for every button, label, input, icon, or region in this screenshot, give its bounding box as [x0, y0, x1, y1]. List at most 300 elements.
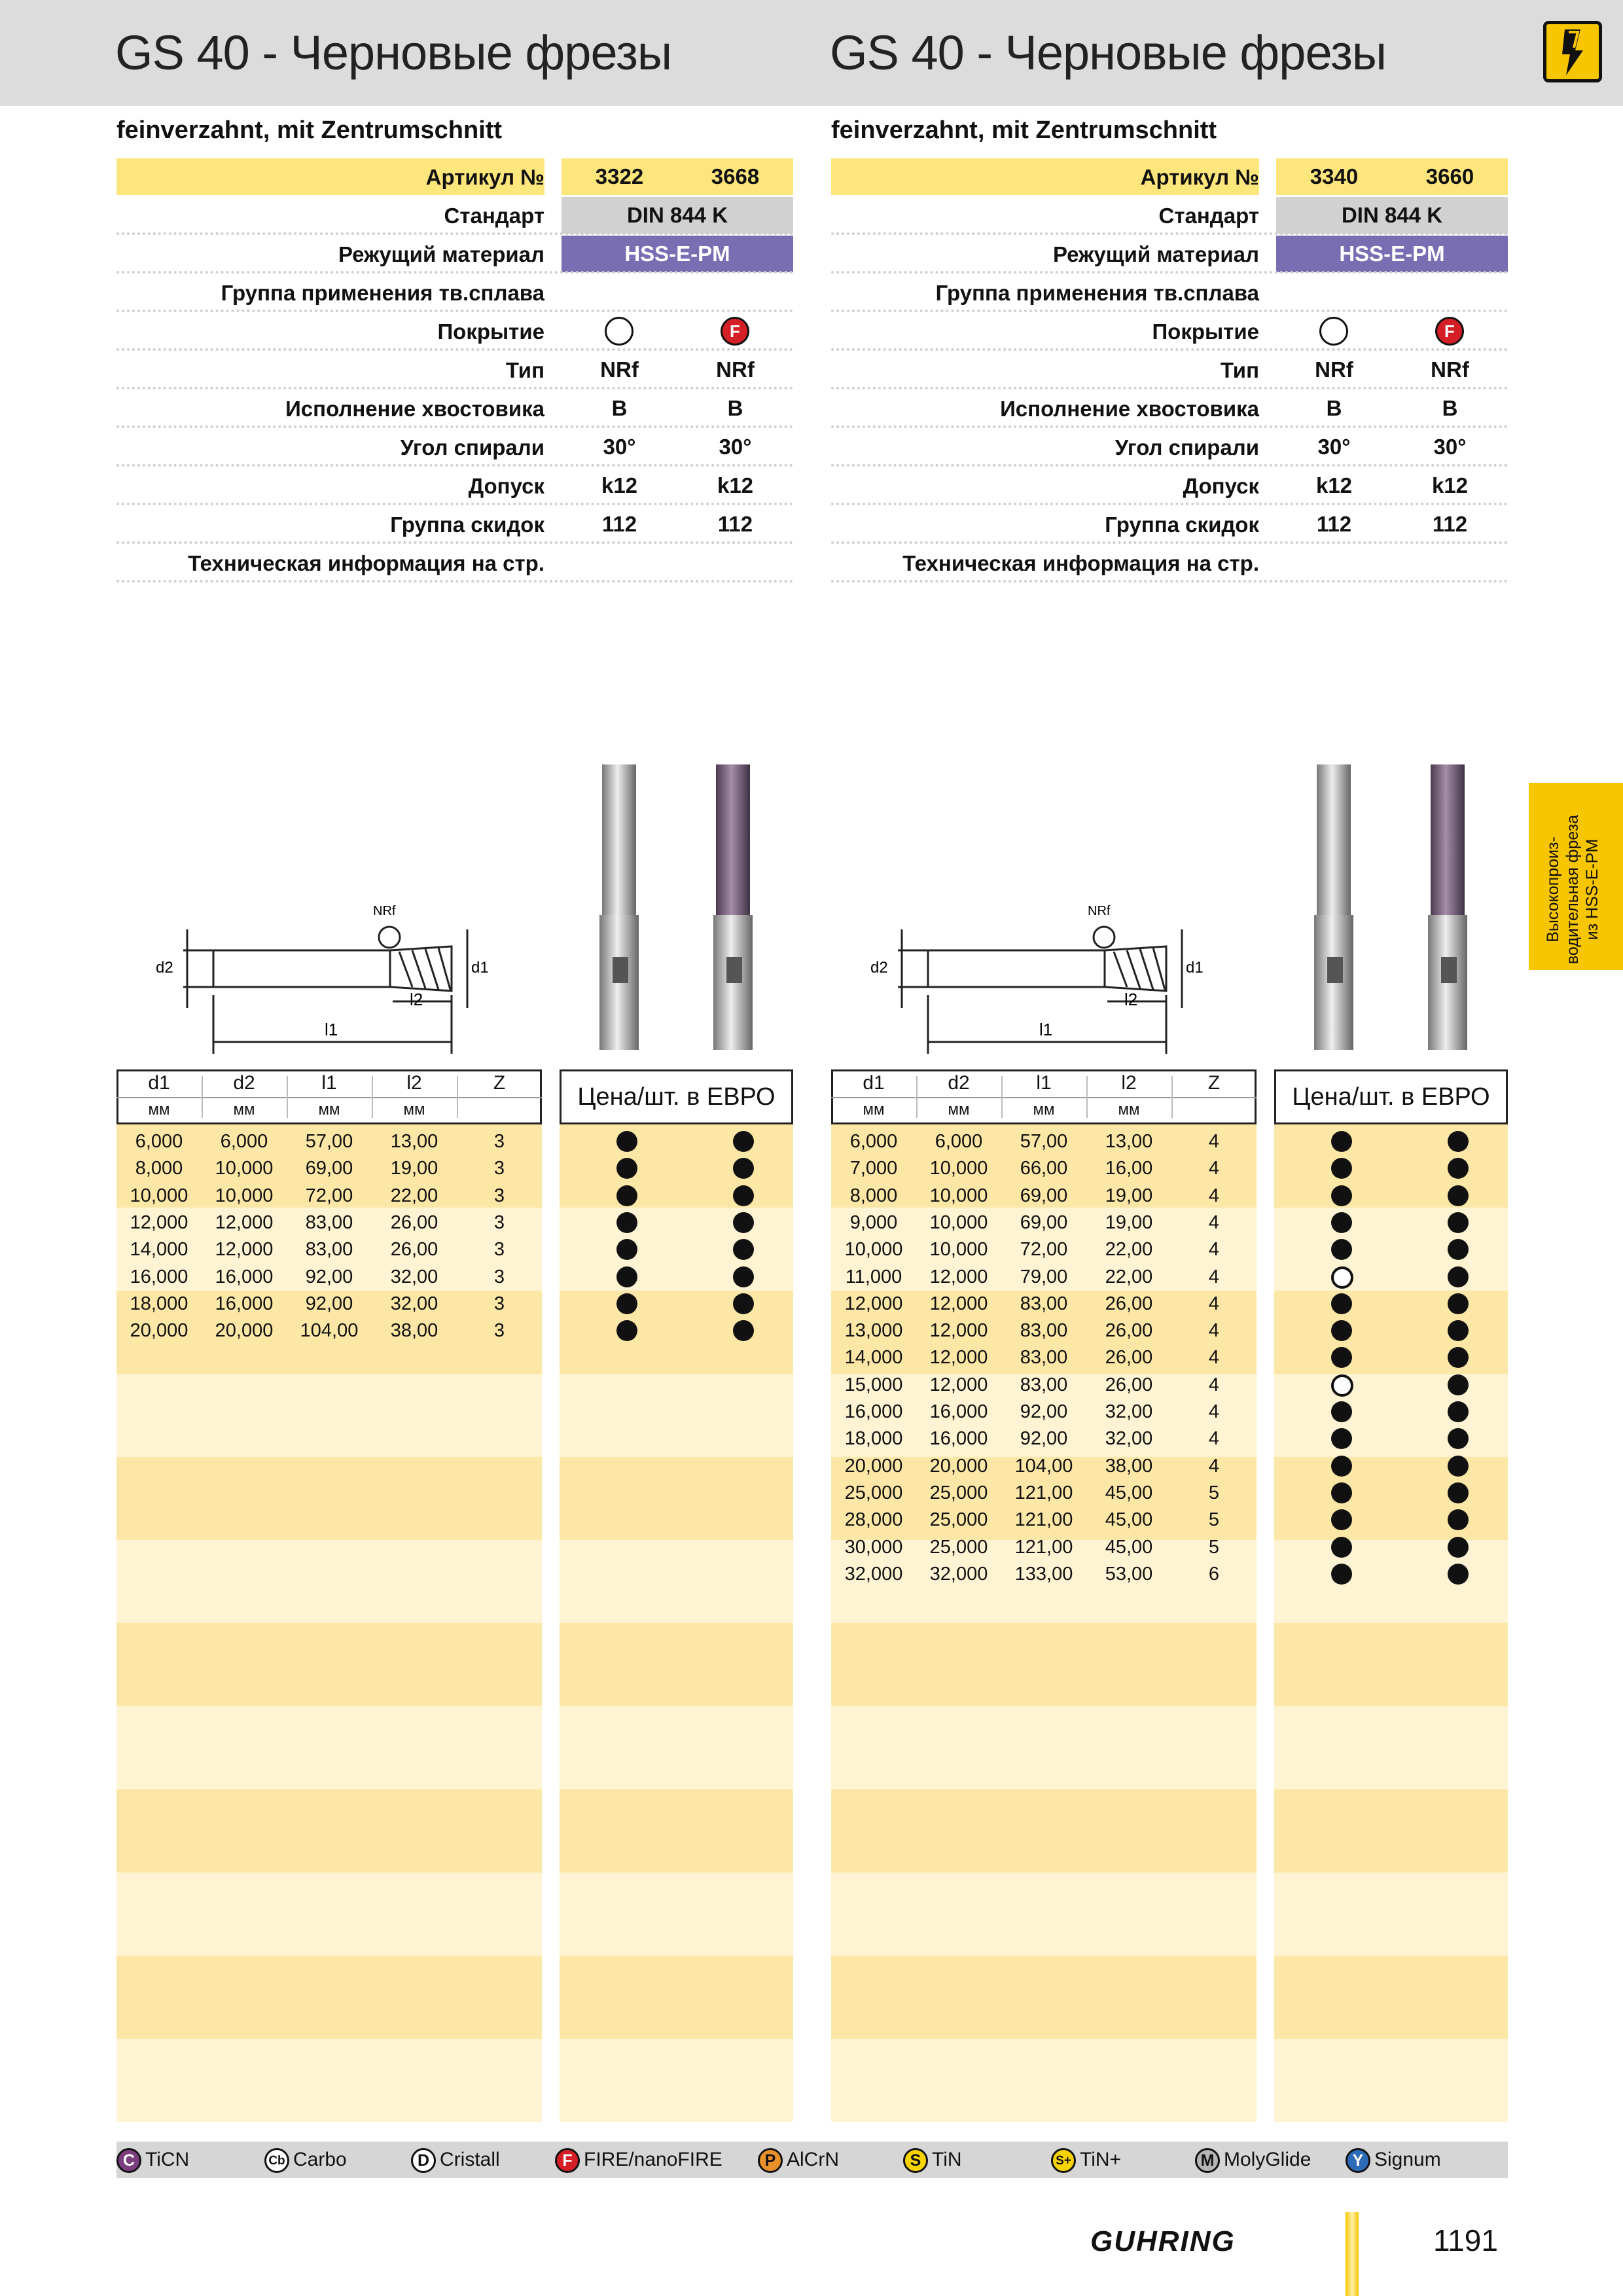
type-1: NRf [1315, 357, 1353, 382]
table-stripe [831, 1706, 1257, 1789]
cell-d2: 12,000 [929, 1293, 988, 1314]
price-stripe [1274, 1706, 1508, 1789]
column-header-d1: d1 [148, 1072, 170, 1094]
coating-cb-icon: Cb [264, 2148, 289, 2173]
column-header-l2: l2 [1121, 1072, 1137, 1094]
table-stripe [831, 1873, 1257, 1956]
label-carbide-group: Группа применения тв.сплава [221, 281, 544, 305]
cell-Z: 3 [493, 1320, 505, 1342]
table-row [831, 1291, 1257, 1318]
availability-full-icon [616, 1239, 637, 1260]
price-header: Цена/шт. в ЕВРО [560, 1069, 793, 1124]
shank-1: B [611, 396, 628, 420]
table-stripe [116, 1623, 542, 1706]
cell-Z: 3 [493, 1239, 505, 1261]
cell-d2: 10,000 [929, 1185, 988, 1206]
availability-full-icon [733, 1293, 754, 1314]
legend-item-tin [1051, 2145, 1121, 2174]
cell-d2: 12,000 [929, 1320, 988, 1342]
cell-Z: 4 [1208, 1320, 1220, 1342]
cell-d1: 10,000 [844, 1239, 903, 1261]
dim-d1-label: d1 [1186, 959, 1204, 977]
cell-d1: 18,000 [844, 1428, 903, 1450]
cell-d2: 16,000 [215, 1293, 274, 1314]
cell-Z: 4 [1208, 1266, 1220, 1287]
dim-l1-label: l1 [325, 1020, 338, 1039]
price-stripe [1274, 1457, 1508, 1540]
cell-d2: 10,000 [929, 1211, 988, 1233]
table-row [831, 1534, 1257, 1561]
availability-full-icon [1331, 1456, 1352, 1477]
cell-l1: 83,00 [1020, 1374, 1068, 1395]
cell-Z: 3 [493, 1158, 505, 1179]
column-divider [1171, 1076, 1173, 1118]
discount-1: 112 [1316, 512, 1352, 536]
column-unit: мм [1033, 1101, 1055, 1119]
cell-Z: 3 [493, 1211, 505, 1233]
availability-full-icon [733, 1131, 754, 1152]
column-unit: мм [948, 1101, 970, 1119]
cell-Z: 4 [1208, 1455, 1220, 1477]
cell-Z: 4 [1208, 1401, 1220, 1422]
column-unit: мм [403, 1101, 425, 1119]
availability-full-icon [733, 1212, 754, 1233]
availability-open-icon [1331, 1374, 1353, 1397]
cell-l2: 16,00 [1105, 1158, 1153, 1179]
price-header: Цена/шт. в ЕВРО [1274, 1069, 1508, 1124]
cell-Z: 5 [1208, 1482, 1220, 1503]
price-stripe [1274, 1956, 1508, 2039]
table-row [116, 1128, 542, 1155]
price-stripe [1274, 1291, 1508, 1374]
label-standard: Стандарт [1158, 204, 1259, 228]
price-stripe [560, 1457, 793, 1540]
cell-l2: 22,00 [1105, 1266, 1153, 1287]
column-header-Z: Z [493, 1072, 506, 1094]
footer-accent-bar [1346, 2212, 1359, 2296]
dim-d1-label: d1 [471, 959, 489, 977]
cell-d2: 10,000 [929, 1239, 988, 1261]
price-stripe [560, 1124, 793, 1208]
cell-l1: 83,00 [1020, 1320, 1068, 1342]
coating-splus-icon: S+ [1051, 2148, 1076, 2173]
cell-l2: 22,00 [1105, 1239, 1153, 1261]
label-discount: Группа скидок [390, 512, 544, 537]
cell-l1: 121,00 [1014, 1482, 1073, 1503]
cell-Z: 4 [1208, 1347, 1220, 1369]
cell-d2: 10,000 [215, 1158, 274, 1179]
cell-d2: 25,000 [929, 1509, 988, 1531]
availability-full-icon [1331, 1401, 1352, 1422]
legend-item-molyglide [1195, 2145, 1311, 2174]
legend-label: Signum [1374, 2149, 1441, 2170]
drill-logo-icon [1543, 21, 1602, 82]
price-stripe [560, 1291, 793, 1374]
table-row [116, 1291, 542, 1318]
availability-full-icon [1331, 1320, 1352, 1341]
helix-1: 30° [603, 435, 636, 459]
article-1: 3322 [595, 164, 644, 188]
cell-d2: 10,000 [929, 1158, 988, 1179]
cell-Z: 6 [1208, 1563, 1220, 1585]
table-row [831, 1155, 1257, 1182]
cell-d1: 11,000 [845, 1266, 902, 1287]
column-header-Z: Z [1207, 1072, 1221, 1094]
header-separator [831, 1097, 1257, 1098]
cell-d1: 14,000 [130, 1239, 188, 1261]
coating-s-icon: S [903, 2148, 928, 2173]
table-stripe [831, 1956, 1257, 2039]
legend-item-firenanofire [555, 2145, 722, 2174]
availability-full-icon [1331, 1564, 1352, 1585]
column-header-d1: d1 [863, 1072, 885, 1094]
column-divider [457, 1076, 458, 1118]
cell-l1: 92,00 [305, 1266, 353, 1287]
coating-fire-icon: F [721, 317, 749, 346]
label-helix: Угол спирали [400, 435, 544, 459]
cell-Z: 4 [1208, 1158, 1220, 1179]
cell-d1: 12,000 [130, 1211, 188, 1233]
cell-l1: 104,00 [1014, 1455, 1073, 1477]
cell-d2: 25,000 [929, 1536, 988, 1558]
cell-d1: 15,000 [844, 1374, 903, 1395]
cell-l1: 92,00 [1020, 1401, 1068, 1422]
cell-d1: 25,000 [844, 1482, 903, 1503]
table-stripe [831, 1789, 1257, 1873]
table-row [831, 1426, 1257, 1452]
legend-item-tin [903, 2145, 962, 2174]
price-stripe [560, 1540, 793, 1623]
cell-Z: 3 [493, 1185, 505, 1206]
dim-l1-label: l1 [1039, 1020, 1053, 1039]
column-header-l1: l1 [1036, 1072, 1052, 1094]
table-stripe [116, 1873, 542, 1956]
availability-full-icon [1331, 1482, 1352, 1503]
availability-full-icon [1448, 1266, 1469, 1287]
availability-full-icon [1448, 1185, 1469, 1206]
cell-d1: 13,000 [844, 1320, 903, 1342]
cell-d2: 32,000 [929, 1563, 988, 1585]
label-carbide-group: Группа применения тв.сплава [935, 281, 1259, 305]
availability-full-icon [1448, 1482, 1469, 1503]
cell-l2: 53,00 [1105, 1563, 1153, 1585]
availability-full-icon [1331, 1212, 1352, 1233]
cell-Z: 4 [1208, 1428, 1220, 1450]
price-stripe [560, 1706, 793, 1789]
article-2: 3660 [1425, 164, 1474, 188]
legend-label: Cristall [440, 2149, 500, 2170]
cell-Z: 4 [1208, 1239, 1220, 1261]
page-title-left: GS 40 - Черновые фрезы [115, 26, 672, 80]
cell-l2: 32,00 [390, 1293, 438, 1314]
type-2: NRf [716, 357, 755, 382]
availability-full-icon [1448, 1131, 1469, 1152]
table-row [831, 1344, 1257, 1371]
availability-full-icon [1448, 1320, 1469, 1341]
cell-l1: 69,00 [305, 1158, 353, 1179]
side-tab-line2: водительная фреза [1563, 814, 1582, 965]
cell-l1: 57,00 [1020, 1131, 1068, 1152]
coating-y-icon: Y [1346, 2148, 1370, 2173]
cell-d2: 16,000 [929, 1428, 988, 1450]
column-header-l1: l1 [321, 1072, 337, 1094]
cell-l2: 22,00 [390, 1185, 438, 1206]
cell-l1: 92,00 [1020, 1428, 1068, 1450]
availability-full-icon [1448, 1239, 1469, 1260]
helix-2: 30° [719, 435, 752, 459]
table-row [831, 1210, 1257, 1236]
shank-1: B [1326, 396, 1342, 420]
label-shank: Исполнение хвостовика [1000, 397, 1259, 421]
header-separator [116, 1097, 542, 1098]
cell-d1: 6,000 [849, 1131, 898, 1152]
column-unit: мм [233, 1101, 255, 1119]
cell-d1: 32,000 [844, 1563, 903, 1585]
price-stripe [1274, 1623, 1508, 1706]
cell-d1: 9,000 [849, 1211, 898, 1233]
table-row [831, 1236, 1257, 1263]
label-tolerance: Допуск [468, 474, 544, 498]
cell-l2: 26,00 [1105, 1374, 1153, 1395]
cell-Z: 4 [1208, 1185, 1220, 1206]
cell-l1: 104,00 [300, 1320, 359, 1342]
legend-item-carbo [264, 2145, 347, 2174]
subtitle-left: feinverzahnt, mit Zentrumschnitt [116, 117, 503, 144]
cell-d1: 8,000 [135, 1158, 183, 1179]
availability-full-icon [616, 1293, 637, 1314]
label-shank: Исполнение хвостовика [285, 397, 544, 421]
tool-dimension-drawing-left [151, 897, 489, 1054]
price-stripe [1274, 1789, 1508, 1873]
cell-l2: 26,00 [390, 1239, 438, 1261]
price-stripe [560, 1789, 793, 1873]
cell-Z: 5 [1208, 1536, 1220, 1558]
cell-l2: 19,00 [1105, 1185, 1153, 1206]
table-stripe [116, 1457, 542, 1540]
availability-full-icon [1331, 1509, 1352, 1530]
article-2: 3668 [711, 164, 760, 188]
tolerance-2: k12 [1431, 473, 1469, 497]
price-stripe [1274, 1124, 1508, 1208]
column-unit: мм [863, 1101, 885, 1119]
material-value: HSS-E-PM [624, 242, 730, 266]
dim-nrf-label: NRf [1088, 904, 1111, 918]
cell-l2: 26,00 [1105, 1347, 1153, 1369]
cell-d2: 12,000 [215, 1239, 274, 1261]
dim-d2-label: d2 [870, 959, 888, 977]
material-value: HSS-E-PM [1339, 242, 1445, 266]
cell-d1: 30,000 [844, 1536, 903, 1558]
cell-d1: 16,000 [844, 1401, 903, 1422]
price-stripe [1274, 1374, 1508, 1457]
table-row [116, 1183, 542, 1210]
cell-d2: 12,000 [929, 1374, 988, 1395]
cell-l1: 92,00 [305, 1293, 353, 1314]
column-header-d2: d2 [948, 1072, 970, 1094]
label-article: Артикул № [425, 165, 544, 189]
cell-l1: 133,00 [1014, 1563, 1073, 1585]
shank-2: B [1442, 396, 1458, 420]
availability-full-icon [616, 1131, 637, 1152]
column-header-l2: l2 [406, 1072, 422, 1094]
availability-full-icon [1448, 1293, 1469, 1314]
cell-l1: 83,00 [1020, 1347, 1068, 1369]
availability-full-icon [1448, 1509, 1469, 1530]
coating-f-icon: F [555, 2148, 580, 2173]
cell-Z: 5 [1208, 1509, 1220, 1531]
table-stripe [831, 1623, 1257, 1706]
table-stripe [116, 1540, 542, 1623]
cell-l2: 45,00 [1105, 1509, 1153, 1531]
coating-p-icon: P [758, 2148, 783, 2173]
availability-full-icon [1448, 1537, 1469, 1558]
brand-logo: GUHRING [1090, 2225, 1236, 2257]
table-row [116, 1318, 542, 1344]
availability-full-icon [1448, 1374, 1469, 1395]
side-category-tab [1529, 783, 1623, 970]
table-stripe [116, 1374, 542, 1457]
cell-l2: 26,00 [390, 1211, 438, 1233]
cell-Z: 4 [1208, 1374, 1220, 1395]
cell-d1: 14,000 [844, 1347, 903, 1369]
discount-2: 112 [717, 512, 753, 536]
cell-l1: 66,00 [1020, 1158, 1068, 1179]
table-row [831, 1480, 1257, 1507]
legend-label: TiCN [145, 2149, 190, 2170]
availability-full-icon [1448, 1212, 1469, 1233]
cell-l1: 83,00 [305, 1239, 353, 1261]
table-row [116, 1264, 542, 1291]
legend-item-cristall [411, 2145, 500, 2174]
column-header-d2: d2 [233, 1072, 255, 1094]
cell-d1: 10,000 [130, 1185, 188, 1206]
legend-label: TiN [932, 2149, 962, 2170]
price-stripe [1274, 1540, 1508, 1623]
cell-l2: 38,00 [1105, 1455, 1153, 1477]
label-coating: Покрытие [437, 319, 544, 344]
price-stripe [560, 1208, 793, 1291]
side-tab-line1: Высокопроиз- [1544, 836, 1562, 942]
page-title-right: GS 40 - Черновые фрезы [830, 26, 1387, 80]
availability-full-icon [1448, 1456, 1469, 1477]
price-stripe [560, 1374, 793, 1457]
cell-d1: 6,000 [135, 1131, 183, 1152]
cell-l1: 69,00 [1020, 1185, 1068, 1206]
table-row [831, 1507, 1257, 1534]
standard-value: DIN 844 K [1341, 203, 1443, 227]
cell-d1: 8,000 [849, 1185, 898, 1206]
tolerance-1: k12 [1315, 473, 1353, 497]
side-tab-line3: из HSS-E-PM [1583, 838, 1601, 941]
table-row [831, 1128, 1257, 1155]
label-coating: Покрытие [1152, 319, 1259, 344]
label-article: Артикул № [1140, 165, 1259, 189]
subtitle-right: feinverzahnt, mit Zentrumschnitt [831, 117, 1217, 144]
coating-none-icon [1319, 317, 1348, 346]
label-material: Режущий материал [1052, 242, 1259, 266]
cell-l2: 32,00 [390, 1266, 438, 1287]
cell-l2: 32,00 [1105, 1401, 1153, 1422]
price-table-left [560, 1069, 793, 2122]
cell-l1: 69,00 [1020, 1211, 1068, 1233]
cell-d2: 6,000 [220, 1131, 268, 1152]
cell-l2: 38,00 [390, 1320, 438, 1342]
cell-Z: 3 [493, 1266, 505, 1287]
tool-product-images-left [576, 761, 792, 1055]
coating-c-icon: C [116, 2148, 141, 2173]
cell-d2: 20,000 [929, 1455, 988, 1477]
availability-full-icon [1331, 1293, 1352, 1314]
price-stripe [560, 1956, 793, 2039]
coating-d-icon: D [411, 2148, 436, 2173]
table-stripe [116, 1706, 542, 1789]
table-row [116, 1236, 542, 1263]
cell-d2: 6,000 [935, 1131, 983, 1152]
cell-l1: 72,00 [1020, 1239, 1068, 1261]
legend-item-ticn [116, 2145, 189, 2174]
coating-fire-icon: F [1435, 317, 1464, 346]
cell-d1: 16,000 [130, 1266, 188, 1287]
dim-l2-label: l2 [410, 990, 423, 1009]
legend-label: TiN+ [1080, 2149, 1122, 2170]
availability-full-icon [1448, 1401, 1469, 1422]
label-material: Режущий материал [338, 242, 544, 266]
cell-d2: 12,000 [929, 1347, 988, 1369]
cell-l1: 83,00 [1020, 1293, 1068, 1314]
coating-m-icon: M [1195, 2148, 1220, 2173]
cell-d2: 12,000 [929, 1266, 988, 1287]
table-stripe [831, 2039, 1257, 2122]
cell-d1: 28,000 [844, 1509, 903, 1531]
dim-l2-label: l2 [1124, 990, 1138, 1009]
cell-Z: 4 [1208, 1211, 1220, 1233]
helix-1: 30° [1317, 435, 1351, 459]
label-type: Тип [505, 358, 544, 382]
legend-label: FIRE/nanoFIRE [584, 2149, 722, 2170]
availability-full-icon [733, 1239, 754, 1260]
cell-Z: 3 [493, 1293, 505, 1314]
price-stripe [560, 2039, 793, 2122]
availability-full-icon [733, 1266, 754, 1287]
availability-full-icon [616, 1266, 637, 1287]
cell-d1: 20,000 [130, 1320, 188, 1342]
cell-l2: 13,00 [390, 1131, 438, 1152]
helix-2: 30° [1433, 435, 1467, 459]
cell-Z: 3 [493, 1131, 505, 1152]
article-1: 3340 [1310, 164, 1359, 188]
cell-l2: 26,00 [1105, 1293, 1153, 1314]
availability-full-icon [616, 1320, 637, 1341]
availability-full-icon [1331, 1239, 1352, 1260]
column-unit: мм [1118, 1101, 1140, 1119]
tool-product-images-right [1291, 761, 1507, 1055]
label-type: Тип [1220, 358, 1259, 382]
price-stripe [1274, 1208, 1508, 1291]
label-helix: Угол спирали [1115, 435, 1259, 459]
table-row [831, 1183, 1257, 1210]
column-unit: мм [318, 1101, 340, 1119]
coating-none-icon [605, 317, 633, 346]
price-stripe [560, 1873, 793, 1956]
type-1: NRf [600, 357, 639, 382]
price-table-right [1274, 1069, 1508, 2122]
cell-l1: 121,00 [1014, 1536, 1073, 1558]
legend-label: MolyGlide [1224, 2149, 1311, 2170]
tolerance-2: k12 [717, 473, 754, 497]
legend-label: Carbo [293, 2149, 347, 2170]
availability-full-icon [733, 1185, 754, 1206]
availability-full-icon [1331, 1131, 1352, 1152]
